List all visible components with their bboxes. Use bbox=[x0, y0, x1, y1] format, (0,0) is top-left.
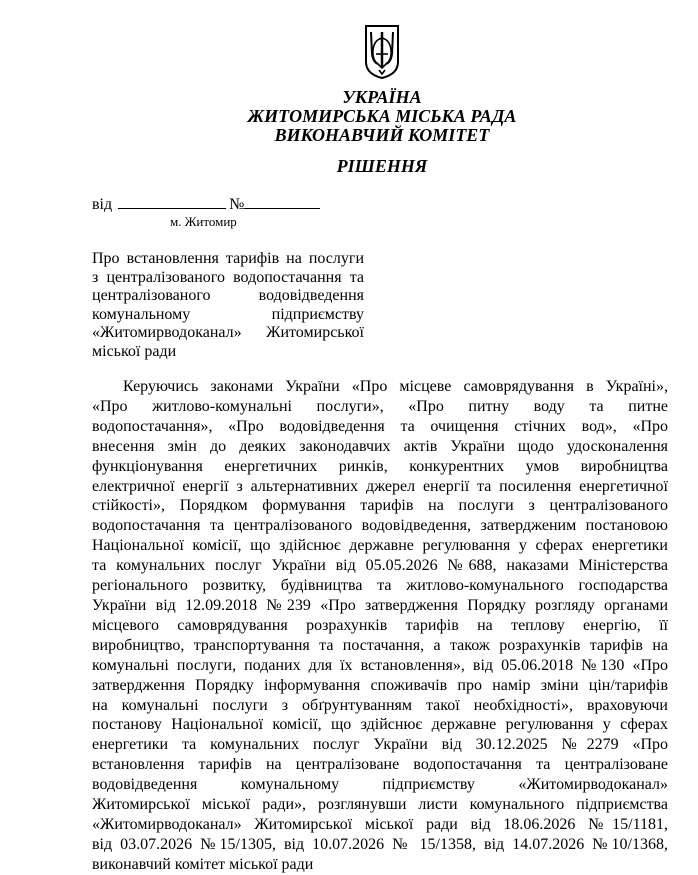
document-type: РІШЕННЯ bbox=[336, 156, 428, 176]
preamble-paragraph bbox=[92, 377, 668, 875]
body-line: «Про житлово-комунальні послуги», «Про питну воду та питне bbox=[92, 397, 668, 415]
date-blank bbox=[118, 194, 226, 209]
subject-line: міської ради bbox=[92, 342, 177, 360]
body-line: затвердження Порядку інформування споживачів про намір зміни цін/тарифів bbox=[92, 676, 668, 694]
body-line: Національної комісії, що здійснює державне регулювання у сферах енергетики bbox=[92, 537, 668, 555]
body-line: місцевого самоврядування розрахунків тарифів на теплову енергію, її bbox=[92, 616, 668, 634]
body-line: водопостачання та централізованого водовідведення, затвердженим постановою bbox=[92, 517, 668, 535]
subject-line: «Житомирводоканал» Житомирської bbox=[92, 324, 364, 341]
body-line: Житомирської міської ради», розглянувши листи комунального підприємства bbox=[92, 796, 668, 814]
council-title: ЖИТОМИРСЬКА МІСЬКА РАДА bbox=[247, 106, 517, 126]
body-line: функціонування енергетичних ринків, конкурентних умов виробництва bbox=[92, 457, 668, 475]
body-line: виробництво, транспортування та постачання, а також розрахунків тарифів на bbox=[92, 636, 668, 654]
body-line: Керуючись законами України «Про місцеве самоврядування в Україні», bbox=[123, 378, 668, 395]
body-line: стійкості», Порядком формування тарифів на послуги з централізованого bbox=[92, 497, 668, 515]
country-title: УКРАЇНА bbox=[342, 87, 422, 107]
subject-line: комунальному підприємству bbox=[92, 305, 364, 323]
body-line: електричної енергії з альтернативних джерел енергії та посилення енергетичної bbox=[92, 477, 668, 495]
committee-title: ВИКОНАВЧИЙ КОМІТЕТ bbox=[274, 125, 490, 145]
number-label: № bbox=[229, 196, 245, 213]
body-line: встановлення тарифів на централізоване водопостачання та централізоване bbox=[92, 756, 668, 774]
subject-line: з централізованого водопостачання та bbox=[92, 268, 364, 286]
subject-line: Про встановлення тарифів на послуги bbox=[92, 250, 364, 267]
body-line: регіонального розвитку, будівництва та житлово-комунального господарства bbox=[92, 577, 668, 595]
body-line: комунальні послуги, поданих для їх встановлення», від 05.06.2018 №130 «Про bbox=[92, 656, 668, 674]
body-line: виконавчий комітет міської ради bbox=[92, 855, 314, 873]
body-line: енергетики та комунальних послуг України від 30.12.2025 №2279 «Про bbox=[92, 736, 668, 754]
subject-line: централізованого водовідведення bbox=[92, 287, 364, 304]
body-line: на комунальні послуги з обґрунтуванням такої необхідності», враховуючи bbox=[92, 696, 668, 714]
coat-of-arms-icon bbox=[364, 24, 400, 80]
body-line: водопостачання», «Про водовідведення та очищення стічних вод», «Про bbox=[92, 417, 668, 435]
number-blank bbox=[244, 194, 320, 209]
body-line: від 03.07.2026 №15/1305, від 10.07.2026 № 15/1358, від 14.07.2026 №10/1368, bbox=[92, 835, 668, 853]
date-number-line bbox=[92, 194, 320, 214]
date-label: від bbox=[92, 196, 113, 213]
body-line: внесення змін до деяких законодавчих актів України щодо удосконалення bbox=[92, 437, 668, 455]
body-line: України від 12.09.2018 №239 «Про затвердження Порядку розгляду органами bbox=[92, 596, 668, 614]
body-line: та комунальних послуг України від 05.05.2026 №688, наказами Міністерства bbox=[92, 557, 668, 575]
body-line: водовідведення комунальному підприємству «Житомирводоканал» bbox=[92, 776, 668, 794]
body-line: постанову Національної комісії, що здійснює державне регулювання у сферах bbox=[92, 716, 668, 734]
decision-subject bbox=[92, 250, 364, 361]
body-line: «Житомирводоканал» Житомирської міської ради від 18.06.2026 №15/1181, bbox=[92, 815, 668, 833]
city-label: м. Житомир bbox=[170, 214, 237, 229]
